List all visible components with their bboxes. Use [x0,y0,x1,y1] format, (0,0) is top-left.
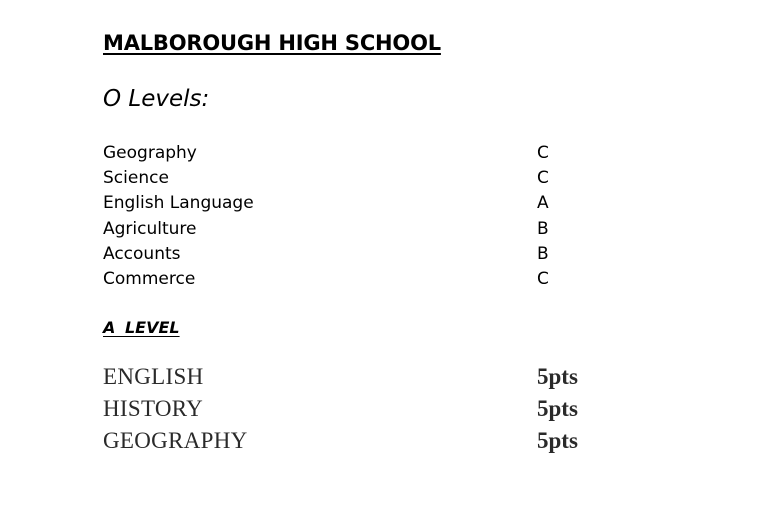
o-level-grade: B [537,218,549,239]
o-level-result-row [103,218,563,243]
a-level-result-row [103,362,603,394]
a-level-points: 5pts [537,428,578,453]
o-level-results-list [103,142,563,293]
a-level-subject: HISTORY [103,396,204,421]
o-level-subject: Agriculture [103,218,197,239]
a-level-points: 5pts [537,396,578,421]
o-level-result-row [103,142,563,167]
o-level-result-row [103,167,563,192]
o-level-result-row [103,268,563,293]
a-level-subject: ENGLISH [103,364,204,389]
school-name-heading: MALBOROUGH HIGH SCHOOL [103,31,441,55]
a-level-subject: GEOGRAPHY [103,428,248,453]
o-level-grade: C [537,143,549,163]
o-level-subject: Science [103,168,169,189]
o-level-subject: Accounts [103,243,181,264]
o-level-subject: Commerce [103,268,196,289]
a-level-results-list [103,362,603,458]
o-level-grade: C [537,168,549,189]
a-level-result-row [103,426,603,458]
o-level-heading: O Levels: [103,86,210,112]
o-level-subject: English Language [103,193,254,214]
o-level-grade: C [537,268,549,289]
o-level-result-row [103,243,563,268]
o-level-grade: A [537,193,549,214]
a-level-heading: A LEVEL [103,318,180,337]
o-level-grade: B [537,243,549,264]
o-level-result-row [103,192,563,217]
o-level-subject: Geography [103,143,197,163]
a-level-points: 5pts [537,364,578,389]
stray-mark: ' [268,0,270,7]
a-level-result-row [103,394,603,426]
